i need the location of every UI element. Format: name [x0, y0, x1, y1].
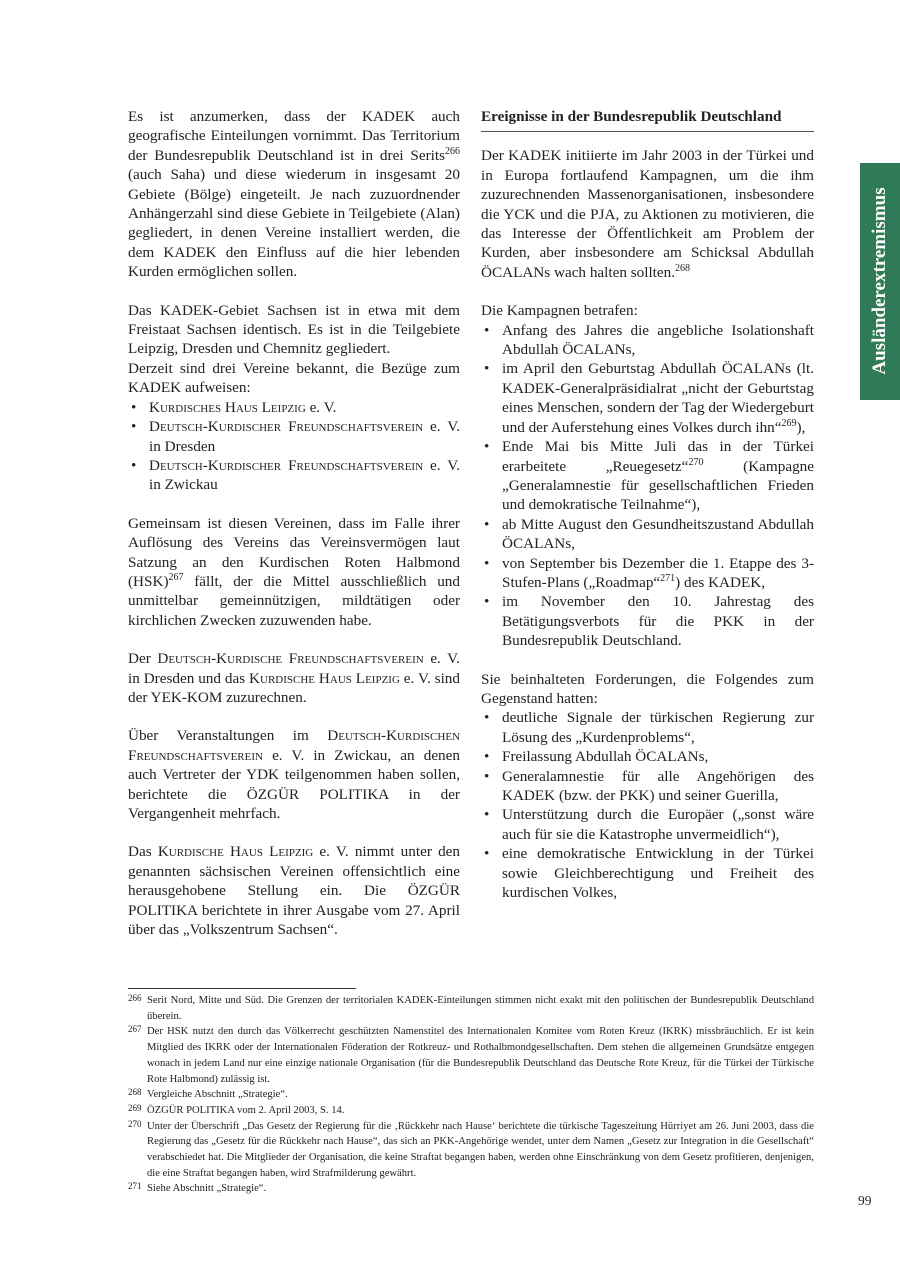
list-item: • Kurdisches Haus Leipzig e. V.	[128, 398, 460, 417]
list-item: • deutliche Signale der türkischen Regierung zur Lösung des „Kurdenproblems“,	[481, 708, 814, 747]
paragraph-kurdisches-haus-leipzig: Das Kurdische Haus Leipzig e. V. nimmt unter den genannten sächsischen Vereinen offensichtlich eine herausgehobene Stellung ein. Die ÖZGÜR POLITIKA berichtete in ihrer Ausgabe vom 27. April über das „Volkszentrum Sachsen“.	[128, 843, 460, 939]
list-item: • im April den Geburtstag Abdullah ÖCALANs (lt. KADEK-Generalpräsidialrat „nicht der Geburtstag eines Menschen, sondern der Tag der Wiedergeburt und der Auferstehung eines Volkes durch ihn“$^{269}$),	[481, 359, 814, 437]
section-heading: Ereignisse in der Bundesrepublik Deutschland	[481, 107, 814, 132]
paragraph-forderungen-intro: Sie beinhalteten Forderungen, die Folgendes zum Gegenstand hatten:	[481, 670, 814, 707]
footnote-ref[interactable]: 268	[675, 262, 691, 274]
footnote-number: 268	[128, 1087, 142, 1098]
paragraph-veranstaltungen-zwickau: Über Veranstaltungen im Deutsch-Kurdischen Freundschaftsverein e. V. in Zwickau, an denen auch Vertreter der YDK teilgenommen haben sollen, berichtete die ÖZGÜR POLITIKA in der Vergangenheit mehrfach.	[128, 727, 460, 822]
forderungen-list	[481, 708, 814, 902]
right-column	[481, 107, 814, 921]
footnote-number: 267	[128, 1024, 142, 1035]
paragraph-vereine-intro: Derzeit sind drei Vereine bekannt, die Bezüge zum KADEK aufweisen:	[128, 359, 460, 397]
footnote: 266 Serit Nord, Mitte und Süd. Die Grenzen der territorialen KADEK-Einteilungen stimmen nicht exakt mit den politischen der Bundesrepublik Deutschland überein.	[128, 993, 814, 1022]
footnotes	[128, 993, 814, 1197]
paragraph-kadek-gebiet-sachsen: Das KADEK-Gebiet Sachsen ist in etwa mit dem Freistaat Sachsen identisch. Es ist in die Teilgebiete Leipzig, Dresden und Chemnitz gegliedert.	[128, 301, 460, 358]
list-item: • Generalamnestie für alle Angehörigen des KADEK (bzw. der PKK) und seiner Guerilla,	[481, 767, 814, 806]
kampagnen-list	[481, 321, 814, 651]
vereine-list	[128, 398, 460, 495]
footnote-number: 271	[128, 1181, 142, 1192]
paragraph-kampagnen-overview: Der KADEK initiierte im Jahr 2003 in der Türkei und in Europa fortlaufend Kampagnen, um die ihm zuzurechnenden Massenorganisationen, insbesondere die YCK und die PJA, zu Aktionen zu motivieren, die das Interesse der Öffentlichkeit am Problem der Kurden, aber insbesondere am Schicksal Abdullah ÖCALANs wach halten sollten.$^{268}$	[481, 147, 814, 281]
paragraph-vereinsvermoegen: Gemeinsam ist diesen Vereinen, dass im Falle ihrer Auflösung des Vereins das Vereinsvermögen laut Satzung an den Kurdischen Roten Halbmond (HSK)$^{267}$ fällt, der die Mittel ausschließlich und unmittelbar gemeinnützigen, mildtätigen oder kirchlichen Zwecken zuzuwenden habe.	[128, 514, 460, 629]
list-item: • von September bis Dezember die 1. Etappe des 3-Stufen-Plans („Roadmap“$^{271}$) des KADEK,	[481, 554, 814, 593]
footnote-number: 269	[128, 1102, 142, 1113]
section-side-tab	[860, 163, 900, 400]
footnote-ref[interactable]: 266	[445, 145, 460, 157]
footnote: 267 Der HSK nutzt den durch das Völkerrecht geschützten Namenstitel des Internationalen Komitee vom Roten Kreuz (IKRK) missbräuchlich. Er ist kein Mitglied des IKRK oder der Internationalen Föderation der Rotkreuz- und Rothalbmondgesellschaften. Dem stehen die allgemeinen Grundsätze entgegen wonach in jedem Land nur eine einzige nationale Organisation (für die Bundesrepublik Deutschland das Deutsche Rote Kreuz, für die Türkei der Türkische Rote Halbmond) zulässig ist.	[128, 1024, 814, 1085]
list-item: • ab Mitte August den Gesundheitszustand Abdullah ÖCALANs,	[481, 515, 814, 554]
side-tab-label: Ausländerextremismus	[869, 187, 890, 375]
footnote: 269 ÖZGÜR POLITIKA vom 2. April 2003, S. 14.	[128, 1102, 345, 1116]
footnote-ref[interactable]: 271	[660, 572, 676, 584]
footnote-ref[interactable]: 270	[688, 456, 704, 468]
list-item: • im November den 10. Jahrestag des Betätigungsverbots für die PKK in der Bundesrepublik Deutschland.	[481, 592, 814, 650]
list-item: • Anfang des Jahres die angebliche Isolationshaft Abdullah ÖCALANs,	[481, 321, 814, 360]
left-column	[128, 107, 460, 958]
footnote-number: 270	[128, 1118, 142, 1129]
footnote-ref[interactable]: 269	[781, 417, 797, 429]
list-item: • eine demokratische Entwicklung in der Türkei sowie Gleichberechtigung und Freiheit des kurdischen Volkes,	[481, 844, 814, 902]
footnote-number: 266	[128, 993, 142, 1003]
list-item: • Deutsch-Kurdischer Freundschaftsverein e. V. in Zwickau	[128, 456, 460, 495]
list-item: • Deutsch-Kurdischer Freundschaftsverein e. V. in Dresden	[128, 417, 460, 456]
list-item: • Ende Mai bis Mitte Juli das in der Türkei erarbeitete „Reuegesetz“$^{270}$ (Kampagne „Generalamnestie für gesellschaftlichen Frieden und demokratische Teilnahme“),	[481, 437, 814, 515]
footnote: 271 Siehe Abschnitt „Strategie“.	[128, 1181, 267, 1195]
footnote: 270 Unter der Überschrift „Das Gesetz der Regierung für die ‚Rückkehr nach Hause‘ berichtete die türkische Tageszeitung Hürriyet am 26. Juni 2003, dass die Regierung das „Gesetz für die Rückkehr nach Hause“, das sich an PKK-Angehörige wendet, unter dem Namen „Gesetz zur Integration in die Gesellschaft“ verabschiedet hat. Die Mitglieder der Organisation, die keine Straftat begangen haben, werden ohne Einschränkung von dem Gesetz profitieren, denjenigen, die eine Straftat begangen haben, wird Strafmilderung gewährt.	[128, 1118, 814, 1179]
list-item: • Freilassung Abdullah ÖCALANs,	[481, 747, 814, 766]
footnote-divider	[128, 988, 356, 989]
paragraph-kampagnen-intro: Die Kampagnen betrafen:	[481, 302, 638, 320]
page-number: 99	[858, 1193, 872, 1208]
paragraph-einteilungen: Es ist anzumerken, dass der KADEK auch geografische Einteilungen vornimmt. Das Territorium der Bundesrepublik Deutschland ist in drei Serits$^{266}$ (auch Saha) und diese wiederum in insgesamt 20 Gebiete (Bölge) eingeteilt. Je nach zuzuordnender Anhängerzahl sind diese Gebiete in Teilgebiete (Alan) gegliedert, in denen Vereine installiert werden, die dem KADEK den Einfluss auf die hier lebenden Kurden ermöglichen sollen.	[128, 108, 460, 281]
footnote-ref[interactable]: 267	[168, 571, 184, 583]
list-item: • Unterstützung durch die Europäer („sonst wäre auch für sie die Katastrophe unvermeidlich“),	[481, 805, 814, 844]
paragraph-yek-kom: Der Deutsch-Kurdische Freundschaftsverein e. V. in Dresden und das Kurdische Haus Leipzig e. V. sind der YEK-KOM zuzurechnen.	[128, 650, 460, 706]
footnote: 268 Vergleiche Abschnitt „Strategie“.	[128, 1087, 288, 1101]
